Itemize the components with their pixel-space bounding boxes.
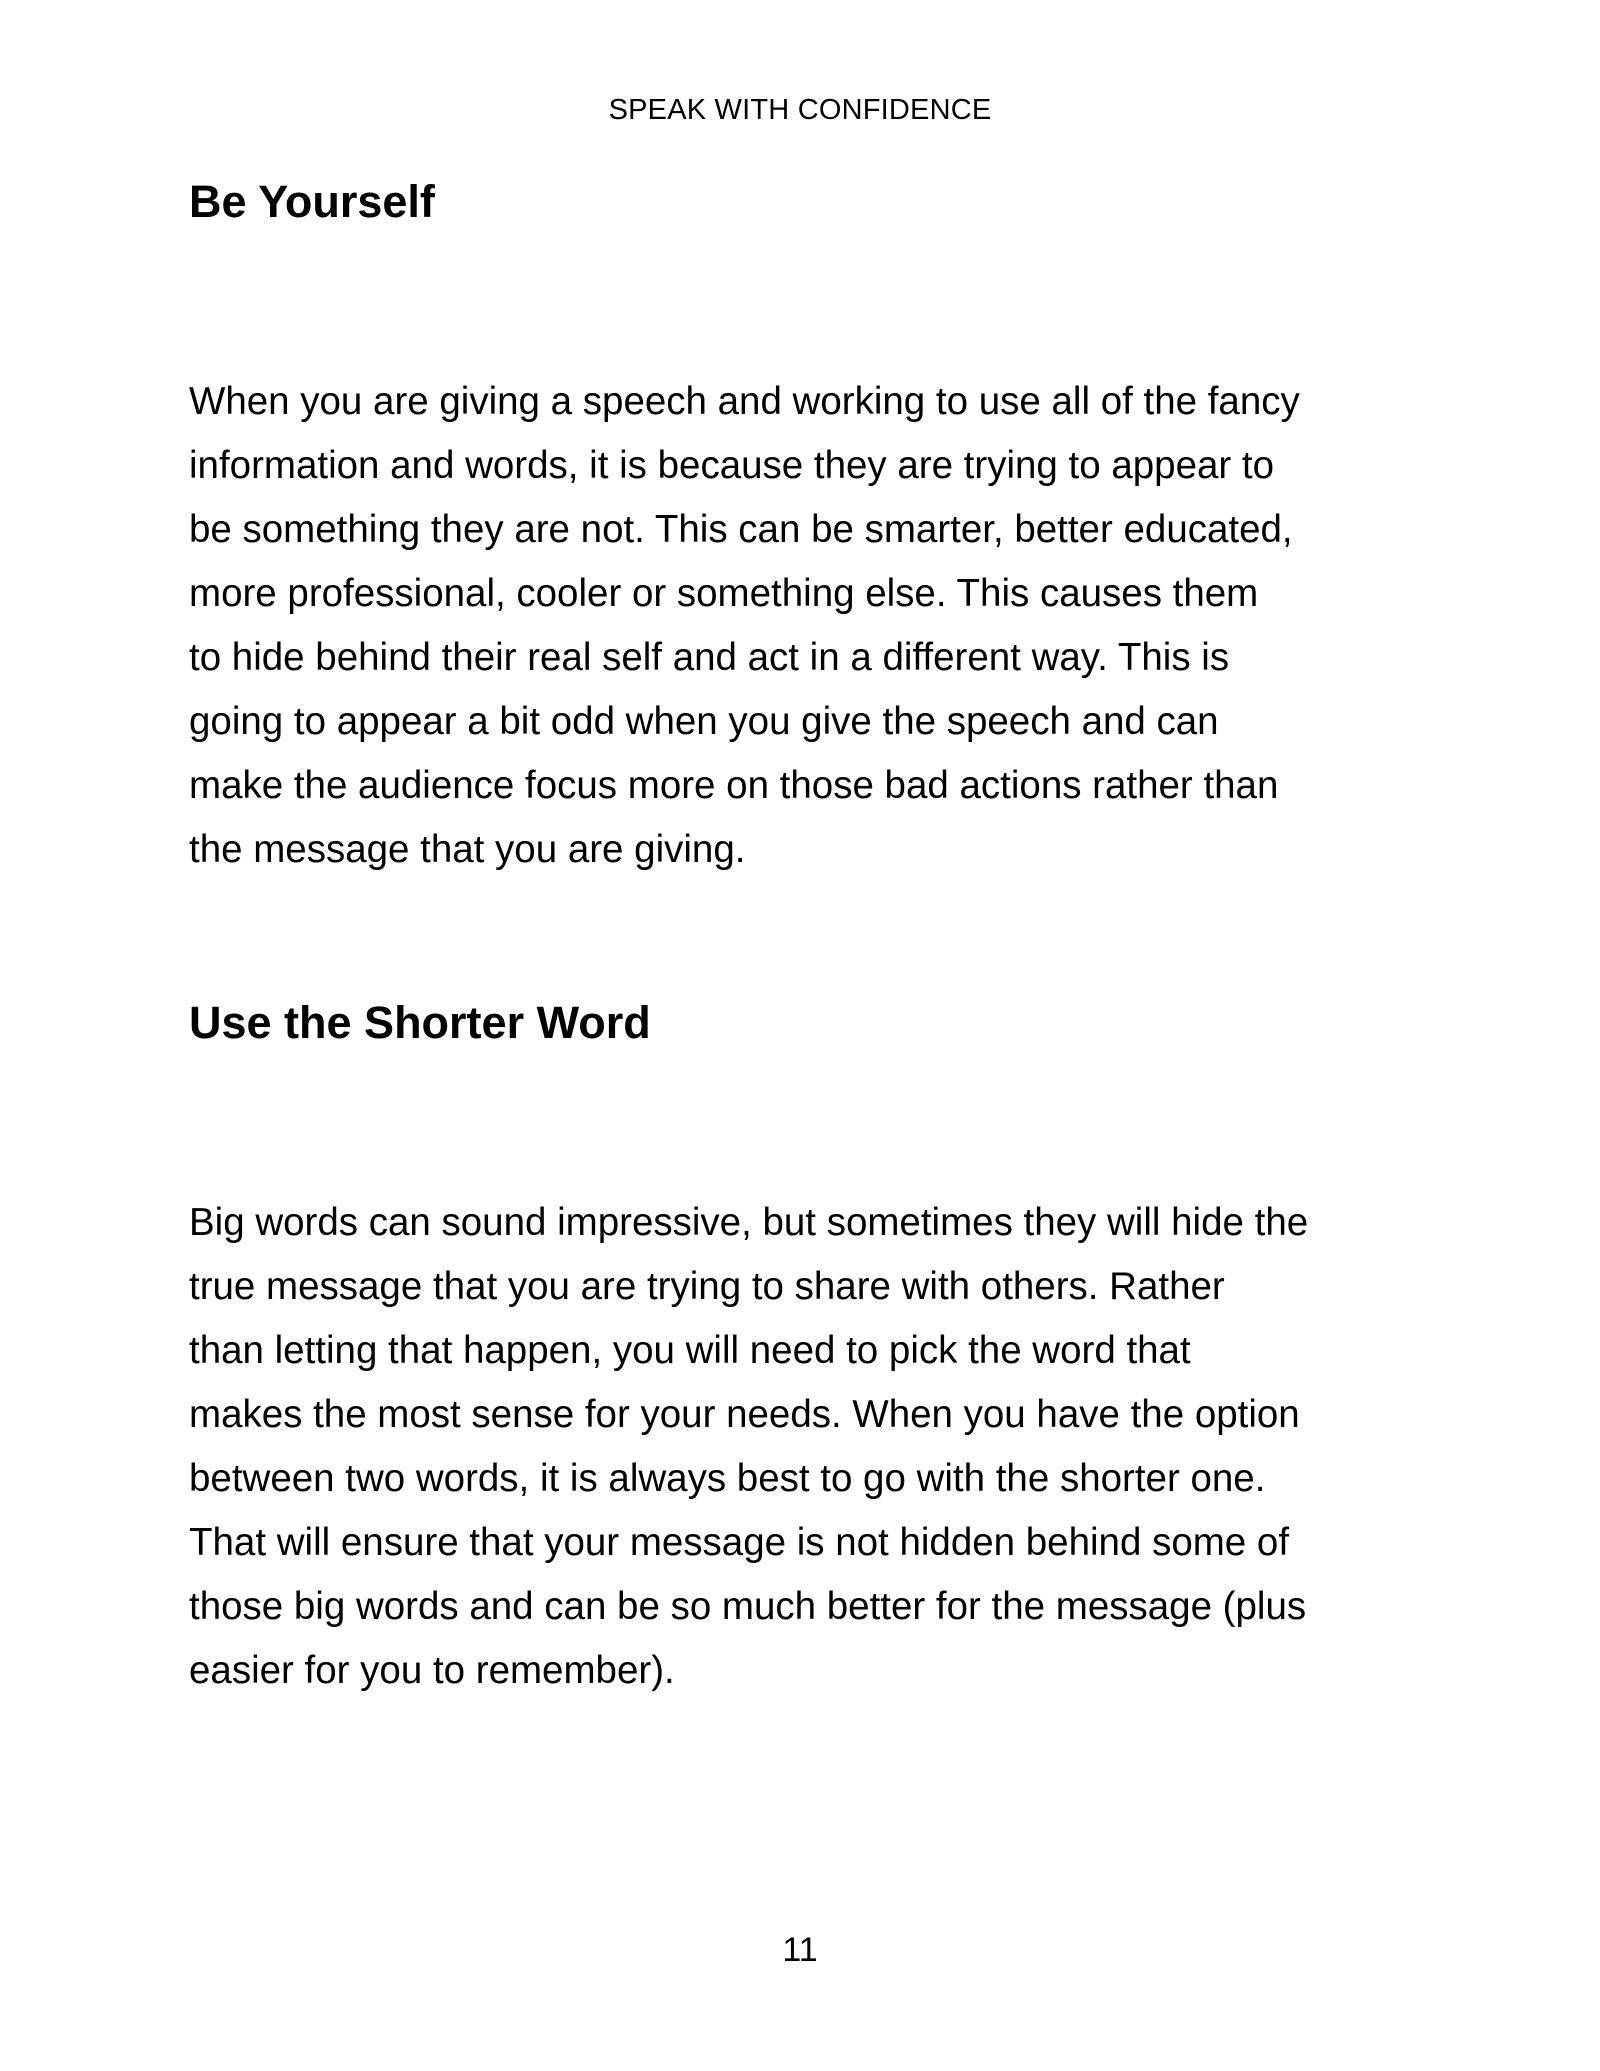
section-heading-use-the-shorter-word: Use the Shorter Word [189,997,651,1048]
text-line: those big words and can be so much better for the message (plus [189,1585,1307,1628]
text-line: true message that you are trying to share with others. Rather [189,1265,1225,1308]
text-line: That will ensure that your message is not hidden behind some of [189,1521,1290,1564]
paragraph-use-the-shorter-word [189,1191,1449,1703]
text-line: information and words, it is because they are trying to appear to [189,444,1275,487]
text-line: makes the most sense for your needs. When you have the option [189,1393,1300,1436]
text-line: more professional, cooler or something else. This causes them [189,572,1259,615]
text-line: When you are giving a speech and working to use all of the fancy [189,380,1300,423]
text-line: to hide behind their real self and act in a different way. This is [189,636,1230,679]
text-line: easier for you to remember). [189,1649,675,1692]
page-number: 11 [782,1931,818,1969]
text-line: going to appear a bit odd when you give the speech and can [189,700,1219,743]
section-heading-be-yourself: Be Yourself [189,176,435,227]
running-header: SPEAK WITH CONFIDENCE [608,94,992,126]
text-line: make the audience focus more on those bad actions rather than [189,764,1279,807]
text-line: Big words can sound impressive, but sometimes they will hide the [189,1201,1309,1244]
paragraph-be-yourself [189,370,1449,882]
text-line: than letting that happen, you will need to pick the word that [189,1329,1191,1372]
text-line: between two words, it is always best to go with the shorter one. [189,1457,1266,1500]
text-line: be something they are not. This can be smarter, better educated, [189,508,1293,551]
text-line: the message that you are giving. [189,828,746,871]
